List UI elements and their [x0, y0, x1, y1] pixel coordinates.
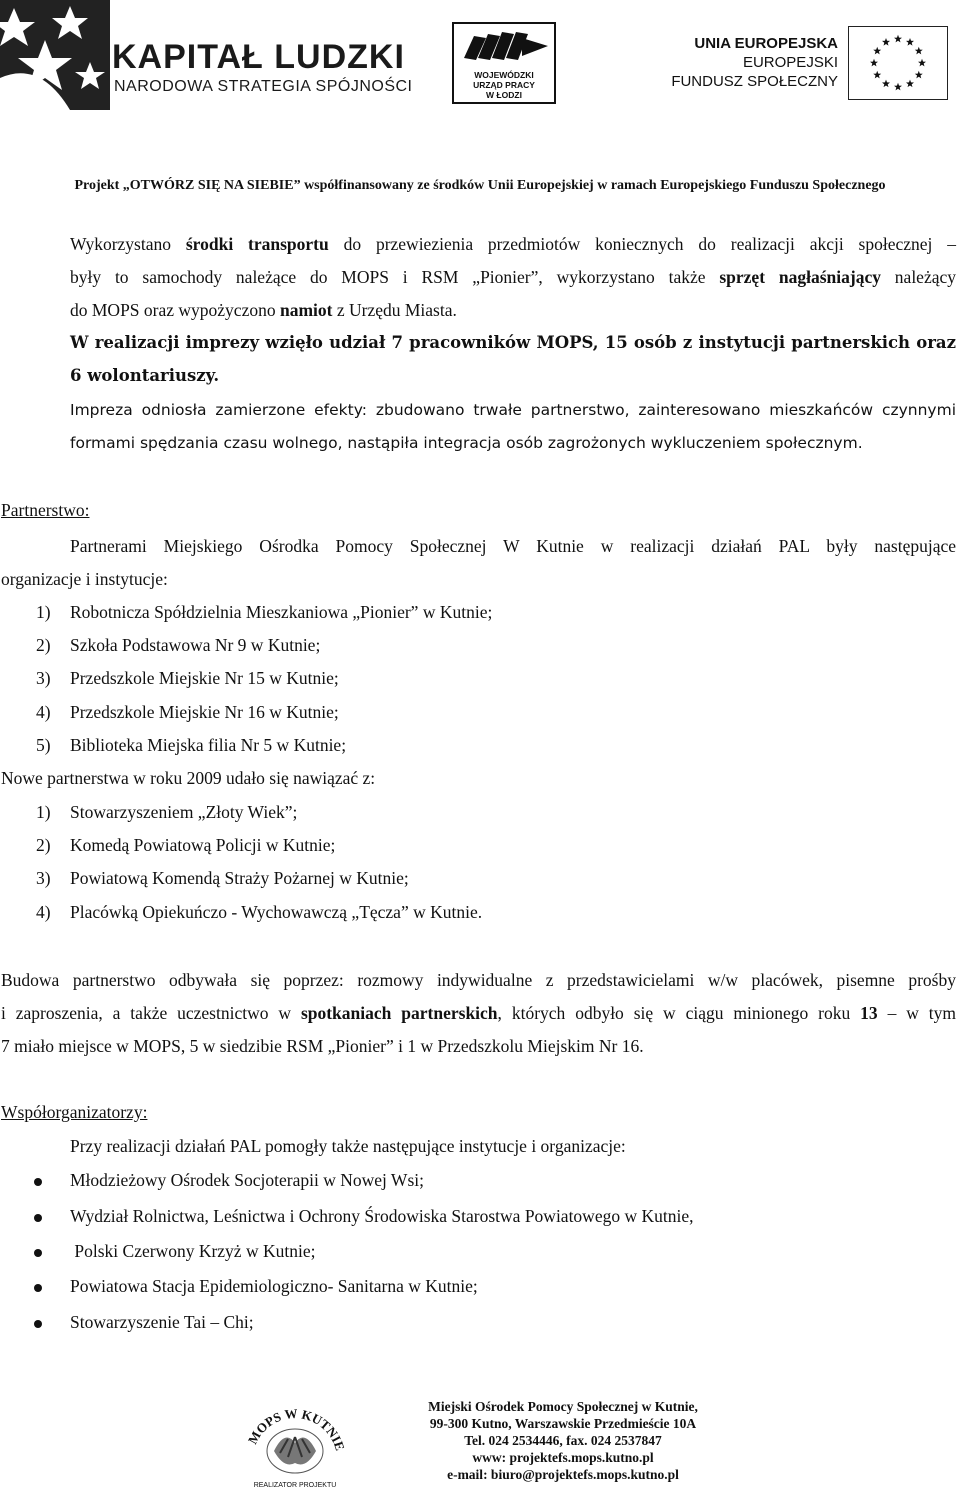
partnerstwo-heading: Partnerstwo: [1, 500, 90, 520]
mops-logo-caption: REALIZATOR PROJEKTU [253, 1482, 337, 1489]
eu-star-icon [918, 59, 926, 67]
list-item-number: 1) [36, 602, 51, 622]
list-item: Przedszkole Miejskie Nr 16 w Kutnie; [70, 702, 339, 722]
list-item-number: 2) [36, 835, 51, 855]
text-span: z Urzędu Miasta. [332, 300, 457, 320]
bullet-icon [34, 1214, 42, 1222]
intro-line-2 [70, 267, 956, 288]
eu-star-icon [882, 80, 890, 88]
list-item-number: 1) [36, 802, 51, 822]
footer-contact [388, 1398, 738, 1483]
list-item: Robotnicza Spółdzielnia Mieszkaniowa „Pionier” w Kutnie; [70, 602, 493, 622]
footer-line[interactable]: www: projektefs.mops.kutno.pl [472, 1450, 654, 1465]
eu-star-icon [915, 71, 923, 79]
wup-lodz-logo [452, 22, 556, 104]
eu-star-icon [873, 71, 881, 79]
eu-star-icon [870, 59, 878, 67]
bold-span: spotkaniach partnerskich [300, 1003, 498, 1023]
list-item: Polski Czerwony Krzyż w Kutnie; [70, 1241, 316, 1261]
wup-arrow-icon [460, 28, 550, 70]
list-item-number: 3) [36, 868, 51, 888]
text-span: do przewiezienia przedmiotów koniecznych do realizacji akcji społecznej – [328, 234, 956, 254]
list-item-number: 4) [36, 902, 51, 922]
bullet-icon [34, 1178, 42, 1186]
kapital-ludzki-logo [0, 0, 413, 110]
eu-star-icon [915, 47, 923, 55]
text-span: do MOPS oraz wypożyczono [70, 300, 280, 320]
text-span: były to samochody należące do MOPS i RSM „Pionier”, wykorzystano także [70, 267, 720, 287]
budowa-line-1: Budowa partnerstwo odbywała się poprzez: rozmowy indywidualne z przedstawicielami w/w placówek, pisemne prośby [1, 970, 956, 990]
eu-star-icon [906, 80, 914, 88]
intro-line-7: formami spędzania czasu wolnego, nastąpiła integracja osób zagrożonych wykluczeniem społecznym. [70, 434, 863, 452]
list-item-number: 3) [36, 668, 51, 688]
intro-line-4: W realizacji imprezy wzięło udział 7 pracowników MOPS, 15 osób z instytucji partnerskich oraz [70, 333, 956, 352]
list-item: Stowarzyszenie Tai – Chi; [70, 1312, 254, 1332]
list-item: Biblioteka Miejska filia Nr 5 w Kutnie; [70, 735, 347, 755]
intro-line-6: Impreza odniosła zamierzone efekty: zbudowano trwałe partnerstwo, zainteresowano mieszkańców czynnymi [70, 401, 956, 419]
bullet-icon [34, 1284, 42, 1292]
list-item: Wydział Rolnictwa, Leśnictwa i Ochrony Środowiska Starostwa Powiatowego w Kutnie, [70, 1206, 694, 1226]
list-item-number: 2) [36, 635, 51, 655]
bold-span: sprzęt nagłaśniający [719, 267, 881, 287]
intro-line-1 [70, 234, 956, 255]
footer-line[interactable]: e-mail: biuro@projektefs.mops.kutno.pl [447, 1467, 679, 1482]
kapital-ludzki-title: KAPITAŁ LUDZKI [112, 38, 405, 76]
wspol-intro: Przy realizacji działań PAL pomogły także następujące instytucje i organizacje: [70, 1136, 626, 1156]
kapital-ludzki-subtitle: NARODOWA STRATEGIA SPÓJNOŚCI [114, 78, 413, 95]
list-item: Powiatowa Stacja Epidemiologiczno- Sanitarna w Kutnie; [70, 1276, 478, 1296]
wup-text [454, 70, 554, 100]
wup-line: W ŁODZI [486, 90, 522, 100]
text-span: i zaproszenia, a także uczestnictwo w [1, 1003, 301, 1023]
mops-hands-icon [240, 1393, 350, 1491]
budowa-line-3: 7 miało miejsce w MOPS, 5 w siedzibie RSM „Pionier” i 1 w Przedszkolu Miejskim Nr 16. [1, 1036, 644, 1056]
ue-text [671, 34, 838, 91]
eu-star-icon [906, 38, 914, 46]
project-line: Projekt „OTWÓRZ SIĘ NA SIEBIE” współfinansowany ze środków Unii Europejskiej w ramach Europejskiego Funduszu Społecznego [74, 178, 886, 193]
eu-star-icon [873, 47, 881, 55]
list-item-number: 4) [36, 702, 51, 722]
text-span: należący [880, 267, 957, 287]
eu-star-icon [894, 35, 902, 43]
ue-line-2: EUROPEJSKI [742, 54, 838, 71]
list-item: Przedszkole Miejskie Nr 15 w Kutnie; [70, 668, 339, 688]
text-span: – w tym [877, 1003, 956, 1023]
list-item: Szkoła Podstawowa Nr 9 w Kutnie; [70, 635, 321, 655]
list-item: Placówką Opiekuńczo - Wychowawczą „Tęcza” w Kutnie. [70, 902, 483, 922]
eu-star-icon [894, 83, 902, 91]
mops-kutno-logo [240, 1393, 350, 1491]
ue-efs-logo [630, 22, 960, 102]
bullet-icon [34, 1249, 42, 1257]
wspol-heading: Współorganizatorzy: [1, 1102, 148, 1122]
eu-star-icon [882, 38, 890, 46]
ue-line-1: UNIA EUROPEJSKA [694, 35, 838, 52]
bullet-icon [34, 1320, 42, 1328]
bold-span: namiot [279, 300, 333, 320]
list-item: Komedą Powiatową Policji w Kutnie; [70, 835, 336, 855]
text-span: , których odbyło się w ciągu minionego roku [497, 1003, 861, 1023]
intro-line-3 [70, 300, 457, 321]
mops-logo-text: MOPS W KUTNIE [244, 1405, 348, 1453]
list-item: Stowarzyszeniem „Złoty Wiek”; [70, 802, 298, 822]
partnerstwo-intro-1: Partnerami Miejskiego Ośrodka Pomocy Społecznej W Kutnie w realizacji działań PAL były następujące [70, 536, 956, 556]
list-item: Młodzieżowy Ośrodek Socjoterapii w Nowej Wsi; [70, 1170, 424, 1190]
list-item-number: 5) [36, 735, 51, 755]
budowa-line-2 [1, 1003, 956, 1024]
partnerstwo-intro-2: organizacje i instytucje: [1, 569, 168, 589]
footer-line: 99-300 Kutno, Warszawskie Przedmieście 10A [429, 1416, 697, 1431]
footer-line: Miejski Ośrodek Pomocy Społecznej w Kutnie, [428, 1399, 698, 1414]
intro-line-5: 6 wolontariuszy. [70, 366, 220, 385]
ue-line-3: FUNDUSZ SPOŁECZNY [671, 73, 838, 90]
new-partners-intro: Nowe partnerstwa w roku 2009 udało się nawiązać z: [1, 768, 376, 788]
bold-span: 13 [860, 1003, 878, 1023]
wup-line: URZĄD PRACY [473, 80, 535, 90]
eu-flag-icon [848, 26, 948, 100]
footer-line: Tel. 024 2534446, fax. 024 2537847 [464, 1433, 662, 1448]
bold-span: środki transportu [185, 234, 329, 254]
wup-line: WOJEWÓDZKI [474, 70, 534, 80]
text-span: Wykorzystano [70, 234, 186, 254]
kapital-ludzki-emblem-icon [0, 0, 110, 110]
list-item: Powiatową Komendą Straży Pożarnej w Kutnie; [70, 868, 409, 888]
